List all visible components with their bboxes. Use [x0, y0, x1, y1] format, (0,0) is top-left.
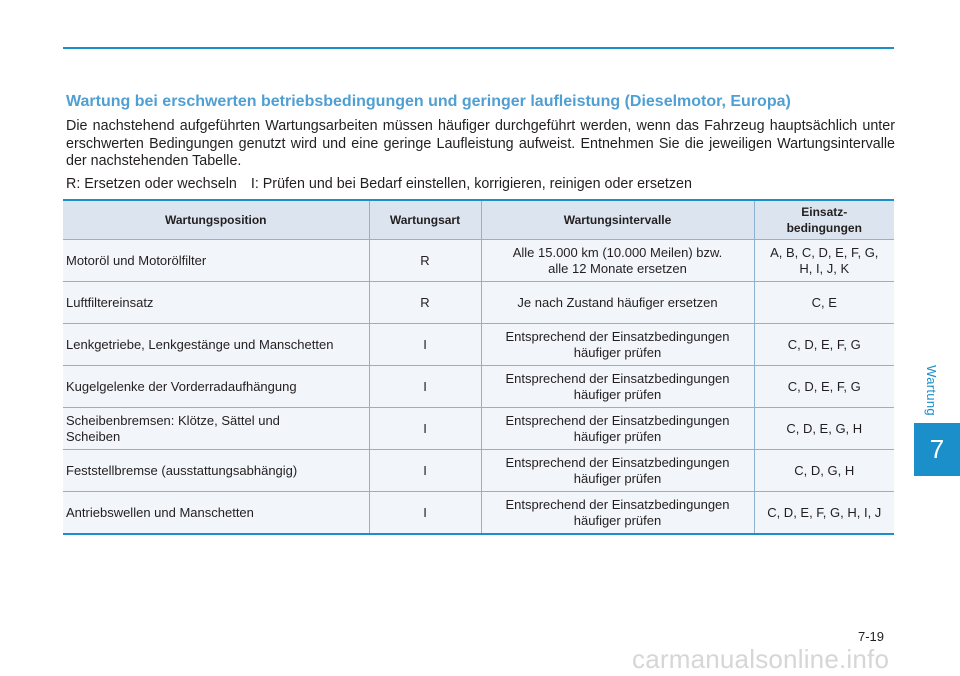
- cell-interval: Entsprechend der Einsatzbedingungen häufiger prüfen: [481, 450, 754, 492]
- table-row: [63, 240, 894, 282]
- cell-interval: Entsprechend der Einsatzbedingungen häufiger prüfen: [481, 408, 754, 450]
- cell-conditions: C, D, E, G, H: [754, 408, 894, 450]
- cell-type: R: [369, 282, 481, 324]
- table-row: [63, 366, 894, 408]
- section-title: Wartung bei erschwerten betriebsbedingungen und geringer laufleistung (Dieselmotor, Europa): [66, 93, 791, 110]
- cell-type: I: [369, 408, 481, 450]
- cell-position: Motoröl und Motorölfilter: [63, 240, 369, 282]
- chapter-side-label: [920, 360, 942, 420]
- cell-interval: Entsprechend der Einsatzbedingungen häufiger prüfen: [481, 366, 754, 408]
- chapter-label-text: Wartung: [923, 364, 939, 416]
- cell-conditions: C, E: [754, 282, 894, 324]
- cell-type: I: [369, 450, 481, 492]
- header-interval: Wartungsintervalle: [481, 200, 754, 240]
- table-row: [63, 408, 894, 450]
- cell-interval: Alle 15.000 km (10.000 Meilen) bzw. alle 12 Monate ersetzen: [481, 240, 754, 282]
- legend-inspect: I: Prüfen und bei Bedarf einstellen, korrigieren, reinigen oder ersetzen: [250, 176, 692, 192]
- cell-position: Feststellbremse (ausstattungsabhängig): [63, 450, 369, 492]
- cell-type: R: [369, 240, 481, 282]
- legend-line: [66, 176, 895, 192]
- legend-replace: R: Ersetzen oder wechseln: [66, 176, 237, 192]
- cell-position: Scheibenbremsen: Klötze, Sättel und Scheiben: [63, 408, 369, 450]
- table-header-row: [63, 200, 894, 240]
- header-type: Wartungsart: [369, 200, 481, 240]
- cell-conditions: C, D, E, F, G, H, I, J: [754, 492, 894, 535]
- chapter-tab[interactable]: 7: [914, 423, 960, 476]
- intro-paragraph: Die nachstehend aufgeführten Wartungsarbeiten müssen häufiger durchgeführt werden, wenn das Fahrzeug hauptsächlich unter erschwerten Bedingungen genutzt wird und eine geringe Laufleistung aufweist. Entnehmen Sie die jeweiligen Wartungsintervalle der nachstehenden Tabelle.: [66, 118, 895, 169]
- maintenance-table: [63, 199, 894, 535]
- table-row: [63, 324, 894, 366]
- cell-interval: Entsprechend der Einsatzbedingungen häufiger prüfen: [481, 492, 754, 535]
- cell-position: Kugelgelenke der Vorderradaufhängung: [63, 366, 369, 408]
- cell-type: I: [369, 492, 481, 535]
- table-body: [63, 240, 894, 535]
- cell-type: I: [369, 324, 481, 366]
- page-number: 7-19: [858, 629, 885, 644]
- cell-position: Antriebswellen und Manschetten: [63, 492, 369, 535]
- table-row: [63, 492, 894, 535]
- watermark-text: carmanualsonline.info: [632, 644, 890, 674]
- cell-type: I: [369, 366, 481, 408]
- cell-position: Lenkgetriebe, Lenkgestänge und Manschetten: [63, 324, 369, 366]
- cell-position: Luftfiltereinsatz: [63, 282, 369, 324]
- table-row: [63, 282, 894, 324]
- cell-interval: Entsprechend der Einsatzbedingungen häufiger prüfen: [481, 324, 754, 366]
- header-position: Wartungsposition: [63, 200, 369, 240]
- table-row: [63, 450, 894, 492]
- cell-conditions: A, B, C, D, E, F, G, H, I, J, K: [754, 240, 894, 282]
- header-conditions: Einsatz- bedingungen: [754, 200, 894, 240]
- top-divider: [63, 47, 894, 49]
- cell-conditions: C, D, G, H: [754, 450, 894, 492]
- cell-conditions: C, D, E, F, G: [754, 324, 894, 366]
- cell-conditions: C, D, E, F, G: [754, 366, 894, 408]
- cell-interval: Je nach Zustand häufiger ersetzen: [481, 282, 754, 324]
